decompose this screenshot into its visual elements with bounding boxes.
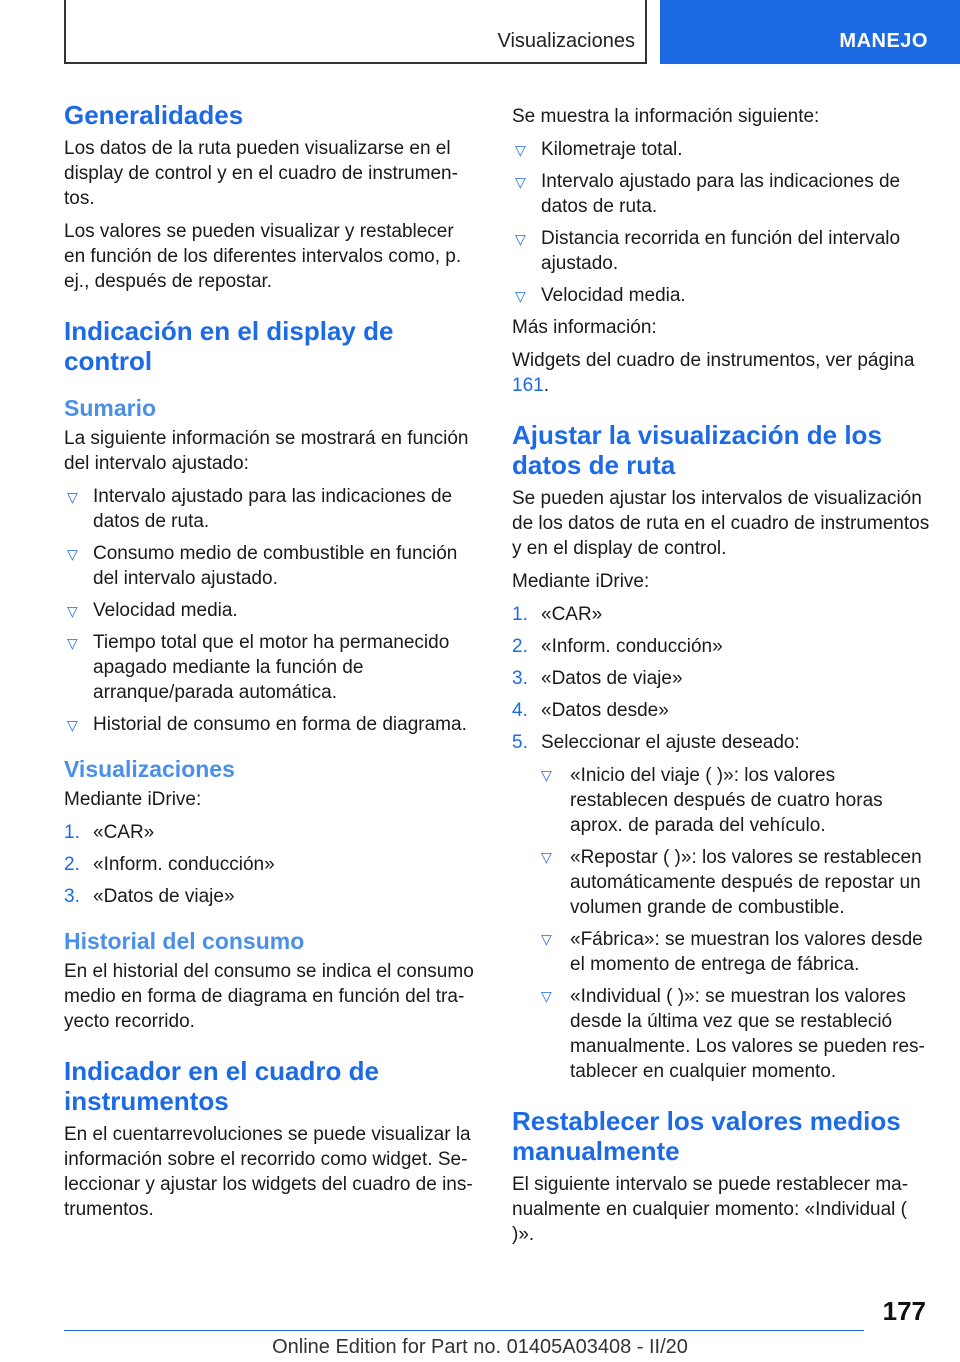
- heading-sumario: Sumario: [64, 395, 157, 421]
- heading-restablecer: Restablecer los valores medios manualmente: [512, 1106, 901, 1166]
- triangle-bullet-icon: ▽: [541, 988, 552, 1004]
- ajustar-steps: [512, 602, 932, 1084]
- triangle-bullet-icon: ▽: [541, 767, 552, 783]
- paragraph: Mediante iDrive:: [512, 571, 650, 592]
- heading-generalidades: Generalidades: [64, 100, 244, 130]
- list-item: [512, 169, 932, 219]
- list-item-text: «Fábrica»: se muestran los valores desde el momento de entrega de fábrica.: [570, 929, 923, 975]
- step-text: «Datos de viaje»: [93, 886, 235, 907]
- heading-ajustar-visualizacion: Ajustar la visualización de los datos de ruta: [512, 420, 882, 480]
- step-number: 5.: [512, 732, 528, 753]
- list-item: [512, 137, 932, 162]
- page-number: 177: [882, 1296, 926, 1326]
- heading-historial-consumo: Historial del consumo: [64, 928, 305, 954]
- step-item: [64, 820, 480, 845]
- step-item: [64, 852, 480, 877]
- list-item: [64, 712, 480, 737]
- footer-edition: Online Edition for Part no. 01405A03408 - II/20: [272, 1336, 688, 1358]
- footer-divider: [64, 1330, 864, 1331]
- triangle-bullet-icon: ▽: [67, 489, 78, 505]
- step-text: «Datos de viaje»: [541, 668, 683, 689]
- list-item: [64, 598, 480, 623]
- step-text: «Datos desde»: [541, 700, 669, 721]
- paragraph: En el cuentarrevoluciones se puede visualizar la información sobre el recorrido como widget. Seleccionar y ajustar los widgets del cuadro de instrumentos.: [64, 1124, 473, 1220]
- heading-indicador-cuadro: Indicador en el cuadro de instrumentos: [64, 1056, 379, 1116]
- triangle-bullet-icon: ▽: [67, 717, 78, 733]
- step-text: «CAR»: [541, 604, 603, 625]
- list-item-text: Intervalo ajustado para las indicaciones de datos de ruta.: [541, 171, 901, 217]
- step-number: 1.: [64, 822, 80, 843]
- sumario-list: [64, 484, 480, 737]
- header-section-title: Visualizaciones: [497, 30, 635, 52]
- header-chapter-title: MANEJO: [839, 30, 928, 52]
- step-number: 2.: [512, 636, 528, 657]
- list-item: [541, 927, 932, 977]
- step-text: Seleccionar el ajuste deseado:: [541, 732, 800, 753]
- paragraph: Mediante iDrive:: [64, 789, 202, 810]
- list-item-text: «Individual ( )»: se muestran los valores desde la última vez que se restableció manualmente. Los valores se pueden restablecer en cualquier momento.: [570, 986, 925, 1082]
- triangle-bullet-icon: ▽: [541, 849, 552, 865]
- step-item: [64, 884, 480, 909]
- triangle-bullet-icon: ▽: [67, 546, 78, 562]
- cross-reference-end: .: [543, 375, 549, 396]
- list-item-text: Velocidad media.: [93, 600, 238, 621]
- step-text: «Inform. conducción»: [93, 854, 275, 875]
- list-item-text: Tiempo total que el motor ha permanecido apagado mediante la función de arranque/parada automática.: [93, 632, 450, 703]
- step-item: [512, 602, 932, 627]
- list-item: [64, 484, 480, 534]
- cross-reference-text: Widgets del cuadro de instrumentos, ver página: [512, 350, 915, 371]
- triangle-bullet-icon: ▽: [515, 288, 526, 304]
- list-item-text: Intervalo ajustado para las indicaciones de datos de ruta.: [93, 486, 453, 532]
- paragraph: El siguiente intervalo se puede restablecer manualmente en cualquier momento: «Individual ( )».: [512, 1174, 909, 1245]
- header-chapter-tab: [660, 0, 960, 64]
- paragraph: Más información:: [512, 317, 657, 338]
- triangle-bullet-icon: ▽: [67, 603, 78, 619]
- list-item-text: Kilometraje total.: [541, 139, 683, 160]
- list-item: [64, 630, 480, 705]
- heading-visualizaciones: Visualizaciones: [64, 756, 235, 782]
- right-column: [512, 100, 932, 1255]
- paragraph: Los valores se pueden visualizar y restablecer en función de los diferentes intervalos como, p. ej., después de repostar.: [64, 221, 462, 292]
- list-item-text: Historial de consumo en forma de diagrama.: [93, 714, 467, 735]
- step-text: «Inform. conducción»: [541, 636, 723, 657]
- page-link[interactable]: 161: [512, 375, 544, 396]
- list-item-text: «Repostar ( )»: los valores se restablecen automáticamente después de repostar un volumen grande de combustible.: [570, 847, 922, 918]
- list-item: [541, 845, 932, 920]
- heading-indicacion-display: Indicación en el display de control: [64, 316, 394, 376]
- list-item: [541, 763, 932, 838]
- list-item: [512, 283, 932, 308]
- list-item: [512, 226, 932, 276]
- triangle-bullet-icon: ▽: [67, 635, 78, 651]
- step-item: [512, 666, 932, 691]
- list-item: [64, 541, 480, 591]
- visualizaciones-steps: [64, 820, 480, 909]
- step-item: [512, 634, 932, 659]
- paragraph: La siguiente información se mostrará en función del intervalo ajustado:: [64, 428, 469, 474]
- left-column: [64, 100, 480, 1230]
- triangle-bullet-icon: ▽: [515, 231, 526, 247]
- paragraph: Los datos de la ruta pueden visualizarse en el display de control y en el cuadro de instrumentos.: [64, 138, 458, 209]
- paragraph: En el historial del consumo se indica el consumo medio en forma de diagrama en función del trayecto recorrido.: [64, 961, 474, 1032]
- list-item-text: «Inicio del viaje ( )»: los valores restablecen después de cuatro horas aprox. de parada del vehículo.: [570, 765, 883, 836]
- triangle-bullet-icon: ▽: [541, 931, 552, 947]
- triangle-bullet-icon: ▽: [515, 142, 526, 158]
- step-number: 4.: [512, 700, 528, 721]
- info-list: [512, 137, 932, 308]
- list-item-text: Velocidad media.: [541, 285, 686, 306]
- step-number: 2.: [64, 854, 80, 875]
- triangle-bullet-icon: ▽: [515, 174, 526, 190]
- step-item: [512, 698, 932, 723]
- paragraph: Se pueden ajustar los intervalos de visualización de los datos de ruta en el cuadro de instrumentos y en el display de control.: [512, 488, 930, 559]
- step-number: 3.: [64, 886, 80, 907]
- list-item-text: Distancia recorrida en función del intervalo ajustado.: [541, 228, 901, 274]
- list-item: [541, 984, 932, 1084]
- cross-reference: [512, 348, 932, 398]
- step-number: 3.: [512, 668, 528, 689]
- paragraph: Se muestra la información siguiente:: [512, 106, 820, 127]
- step-item: [512, 730, 932, 1084]
- step-number: 1.: [512, 604, 528, 625]
- ajuste-options-list: [541, 763, 932, 1084]
- step-text: «CAR»: [93, 822, 155, 843]
- list-item-text: Consumo medio de combustible en función del intervalo ajustado.: [93, 543, 458, 589]
- header-section-box: [64, 0, 647, 64]
